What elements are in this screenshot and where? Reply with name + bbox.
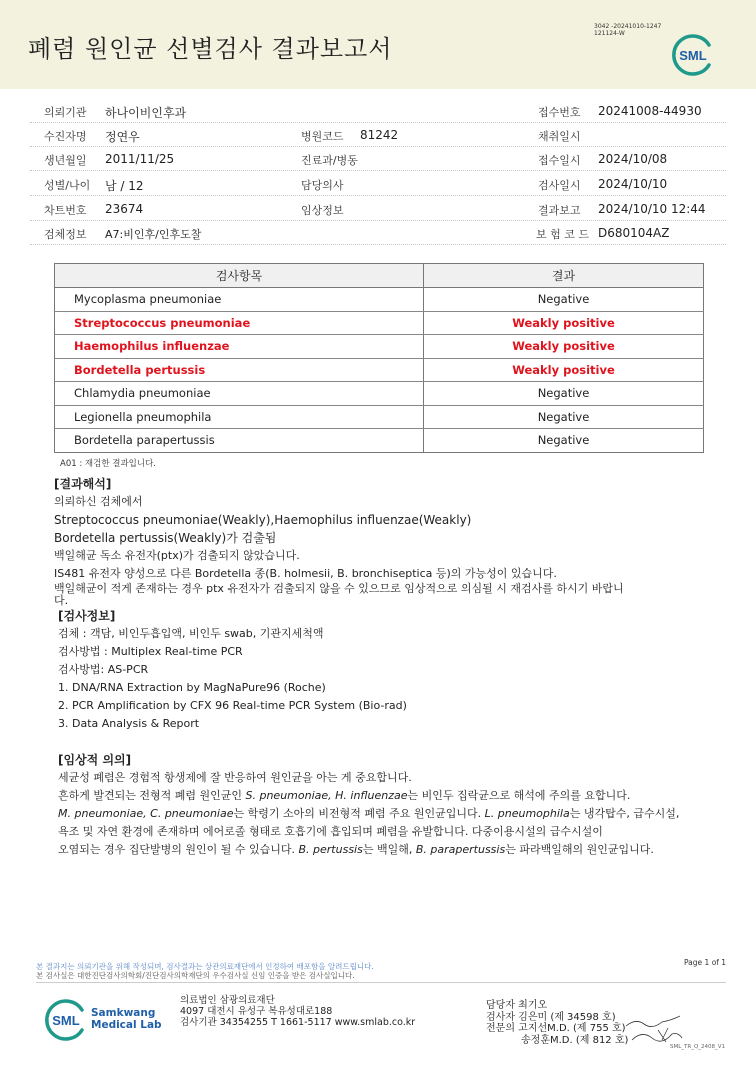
test-result: Weakly positive	[424, 335, 704, 359]
clinical-text: 흔하게 발견되는 전형적 폐렴 원인균인	[58, 789, 246, 802]
footer-brand	[91, 1007, 162, 1031]
test-item: Streptococcus pneumoniae	[55, 311, 424, 335]
table-header-row	[55, 264, 704, 288]
birth-label: 생년월일	[44, 154, 87, 167]
table-row	[55, 288, 704, 312]
table-row	[55, 382, 704, 406]
patient-label: 수진자명	[44, 130, 87, 143]
hospital-code-label: 병원코드	[301, 130, 344, 143]
test-result: Negative	[424, 382, 704, 406]
signature-icon	[622, 1012, 686, 1048]
test-item: Haemophilus influenzae	[55, 335, 424, 359]
clinical-info-label: 임상정보	[301, 204, 344, 217]
clinical-text: 는 백일해,	[362, 843, 416, 856]
info-row-5	[30, 198, 726, 221]
receipt-date-label: 접수일시	[538, 154, 581, 167]
footer-brand-line: Samkwang	[91, 1007, 156, 1019]
clinical-line	[58, 841, 718, 859]
test-info-line: 1. DNA/RNA Extraction by MagNaPure96 (Roche)	[58, 681, 326, 694]
document-code-line-2: 121124-W	[594, 30, 625, 37]
interpretation-line: 다.	[54, 594, 69, 607]
staff-line: 전문의 고지선M.D. (제 755 호)	[486, 1023, 626, 1034]
hospital-code-value: 81242	[360, 128, 399, 142]
header-result: 결과	[424, 264, 704, 288]
test-info-line: 검사방법: AS-PCR	[58, 663, 149, 676]
clinical-line	[58, 787, 718, 805]
clinical-line	[58, 823, 718, 841]
clinical-species: B. pertussis	[298, 843, 363, 856]
clinical-title: [임상적 의의]	[58, 753, 132, 767]
info-row-6	[30, 222, 726, 245]
interpretation-line: Bordetella pertussis(Weakly)가 검출됨	[54, 531, 277, 545]
specimen-value: A7:비인후/인후도찰	[105, 228, 202, 241]
test-item: Chlamydia pneumoniae	[55, 382, 424, 406]
sml-footer-logo-text: SML	[52, 1013, 80, 1028]
sml-footer-logo-icon	[44, 998, 88, 1042]
staff-line: 송정훈M.D. (제 812 호)	[521, 1034, 629, 1046]
test-result: Negative	[424, 288, 704, 312]
clinical-species: L. pneumophila	[484, 807, 570, 820]
staff-line: 검사자 김은미 (제 34598 호)	[486, 1011, 616, 1023]
interpretation-line: 백일해균이 적게 존재하는 경우 ptx 유전자가 검출되지 않을 수 있으므로 임상적으로 의심될 시 재검사를 하시기 바랍니	[54, 582, 624, 595]
clinical-text: 는 냉각탑수, 급수시설,	[569, 807, 680, 820]
clinical-line	[58, 769, 718, 787]
test-info-line: 3. Data Analysis & Report	[58, 717, 200, 730]
info-row-1	[30, 100, 726, 123]
report-header	[0, 0, 756, 89]
footer-brand-line: Medical Lab	[91, 1019, 162, 1031]
interpretation-line: 백일해균 독소 유전자(ptx)가 검출되지 않았습니다.	[54, 549, 300, 562]
receipt-date-value: 2024/10/08	[598, 152, 668, 166]
sex-age-label: 성별/나이	[44, 179, 91, 192]
footer-notice-line: 본 결과지는 의뢰기관을 위해 작성되며, 검사결과는 상관의료재단에서 인정하여 배포함을 알려드립니다.	[36, 962, 374, 971]
clinical-species: S. pneumoniae, H. influenzae	[245, 789, 408, 802]
page-number: Page 1 of 1	[684, 958, 727, 967]
clinical-text: 오염되는 경우 집단발병의 원인이 될 수 있습니다.	[58, 843, 299, 856]
report-date-value: 2024/10/10 12:44	[598, 202, 706, 216]
info-row-2	[30, 124, 726, 147]
footer-address-line: 검사기관 34354255 T 1661-5117 www.smlab.co.kr	[180, 1017, 416, 1028]
test-info-section	[58, 607, 718, 733]
institution-label: 의뢰기관	[44, 106, 87, 119]
result-table	[54, 263, 704, 453]
chart-no-label: 차트번호	[44, 204, 87, 217]
sex-age-value: 남 / 12	[105, 179, 144, 193]
test-info-line: 2. PCR Amplification by CFX 96 Real-time PCR System (Bio-rad)	[58, 699, 407, 712]
chart-no-value: 23674	[105, 202, 144, 216]
footer-staff	[486, 1000, 628, 1046]
test-info-line: 검체 : 객담, 비인두흡입액, 비인두 swab, 기관지세척액	[58, 627, 324, 640]
test-item: Bordetella parapertussis	[55, 429, 424, 453]
doctor-label: 담당의사	[301, 179, 344, 192]
form-version: SML_TR_Q_2408_V1	[670, 1044, 726, 1050]
clinical-section	[58, 751, 718, 859]
footer-address	[180, 995, 415, 1028]
patient-value: 정연우	[105, 130, 140, 144]
test-result: Negative	[424, 405, 704, 429]
clinical-species: B. parapertussis	[415, 843, 506, 856]
sml-logo-icon	[671, 33, 715, 77]
dept-label: 진료과/병동	[301, 154, 358, 167]
clinical-text: 세균성 폐렴은 경험적 항생제에 잘 반응하여 원인균을 아는 게 중요합니다.	[58, 771, 412, 784]
report-date-label: 결과보고	[538, 204, 581, 217]
info-row-4	[30, 173, 726, 196]
table-row	[55, 311, 704, 335]
clinical-text: 는 학령기 소아의 비전형적 폐렴 주요 원인균입니다.	[233, 807, 485, 820]
test-item: Legionella pneumophila	[55, 405, 424, 429]
receipt-no-label: 접수번호	[538, 106, 581, 119]
staff-line: 담당자 최기오	[486, 1000, 548, 1011]
interpretation-line: 의뢰하신 검체에서	[54, 495, 143, 508]
interpretation-section	[54, 475, 714, 606]
clinical-line	[58, 805, 718, 823]
table-row	[55, 405, 704, 429]
test-item: Bordetella pertussis	[55, 358, 424, 382]
test-date-value: 2024/10/10	[598, 177, 668, 191]
retest-note: A01 : 재검한 결과입니다.	[60, 459, 156, 469]
clinical-text: 는 비인두 집락균으로 해석에 주의를 요합니다.	[407, 789, 631, 802]
test-info-title: [검사정보]	[58, 609, 116, 623]
test-result: Weakly positive	[424, 358, 704, 382]
insurance-code-label: 보 험 코 드	[536, 228, 589, 241]
clinical-species: M. pneumoniae, C. pneumoniae	[58, 807, 234, 820]
test-result: Weakly positive	[424, 311, 704, 335]
table-row	[55, 358, 704, 382]
table-row	[55, 335, 704, 359]
collect-date-label: 채취일시	[538, 130, 581, 143]
info-row-3	[30, 148, 726, 171]
interpretation-title: [결과해석]	[54, 477, 112, 491]
insurance-code-value: D680104AZ	[598, 226, 670, 240]
document-code-line-1: 3042 -20241010-1247	[594, 23, 662, 30]
footer-divider	[36, 982, 726, 983]
document-code	[594, 23, 661, 37]
table-row	[55, 429, 704, 453]
footer-address-line: 의료법인 삼광의료재단	[180, 995, 275, 1006]
birth-value: 2011/11/25	[105, 152, 175, 166]
sml-logo-text: SML	[679, 48, 707, 63]
institution-value: 하나이비인후과	[105, 106, 187, 120]
clinical-text: 욕조 및 자연 환경에 존재하며 에어로졸 형태로 호흡기에 흡입되며 폐렴을 유발합니다. 다중이용시설의 급수시설이	[58, 825, 603, 838]
test-date-label: 검사일시	[538, 179, 581, 192]
specimen-label: 검체정보	[44, 228, 87, 241]
footer-notice-line: 본 검사실은 대한진단검사의학회/진단검사의학재단의 우수검사실 신임 인증을 받은 검사실입니다.	[36, 971, 355, 980]
footer-notice	[36, 962, 374, 980]
report-title: 폐렴 원인균 선별검사 결과보고서	[28, 35, 393, 63]
test-info-line: 검사방법 : Multiplex Real-time PCR	[58, 645, 243, 658]
test-item: Mycoplasma pneumoniae	[55, 288, 424, 312]
clinical-text: 는 파라백일해의 원인균입니다.	[505, 843, 654, 856]
receipt-no-value: 20241008-44930	[598, 104, 702, 118]
footer-address-line: 4097 대전시 유성구 복유성대로188	[180, 1006, 333, 1017]
interpretation-line: IS481 유전자 양성으로 다른 Bordetella 종(B. holmesii, B. bronchiseptica 등)의 가능성이 있습니다.	[54, 567, 557, 580]
test-result: Negative	[424, 429, 704, 453]
header-test-item: 검사항목	[55, 264, 424, 288]
interpretation-line: Streptococcus pneumoniae(Weakly),Haemophilus influenzae(Weakly)	[54, 513, 472, 527]
